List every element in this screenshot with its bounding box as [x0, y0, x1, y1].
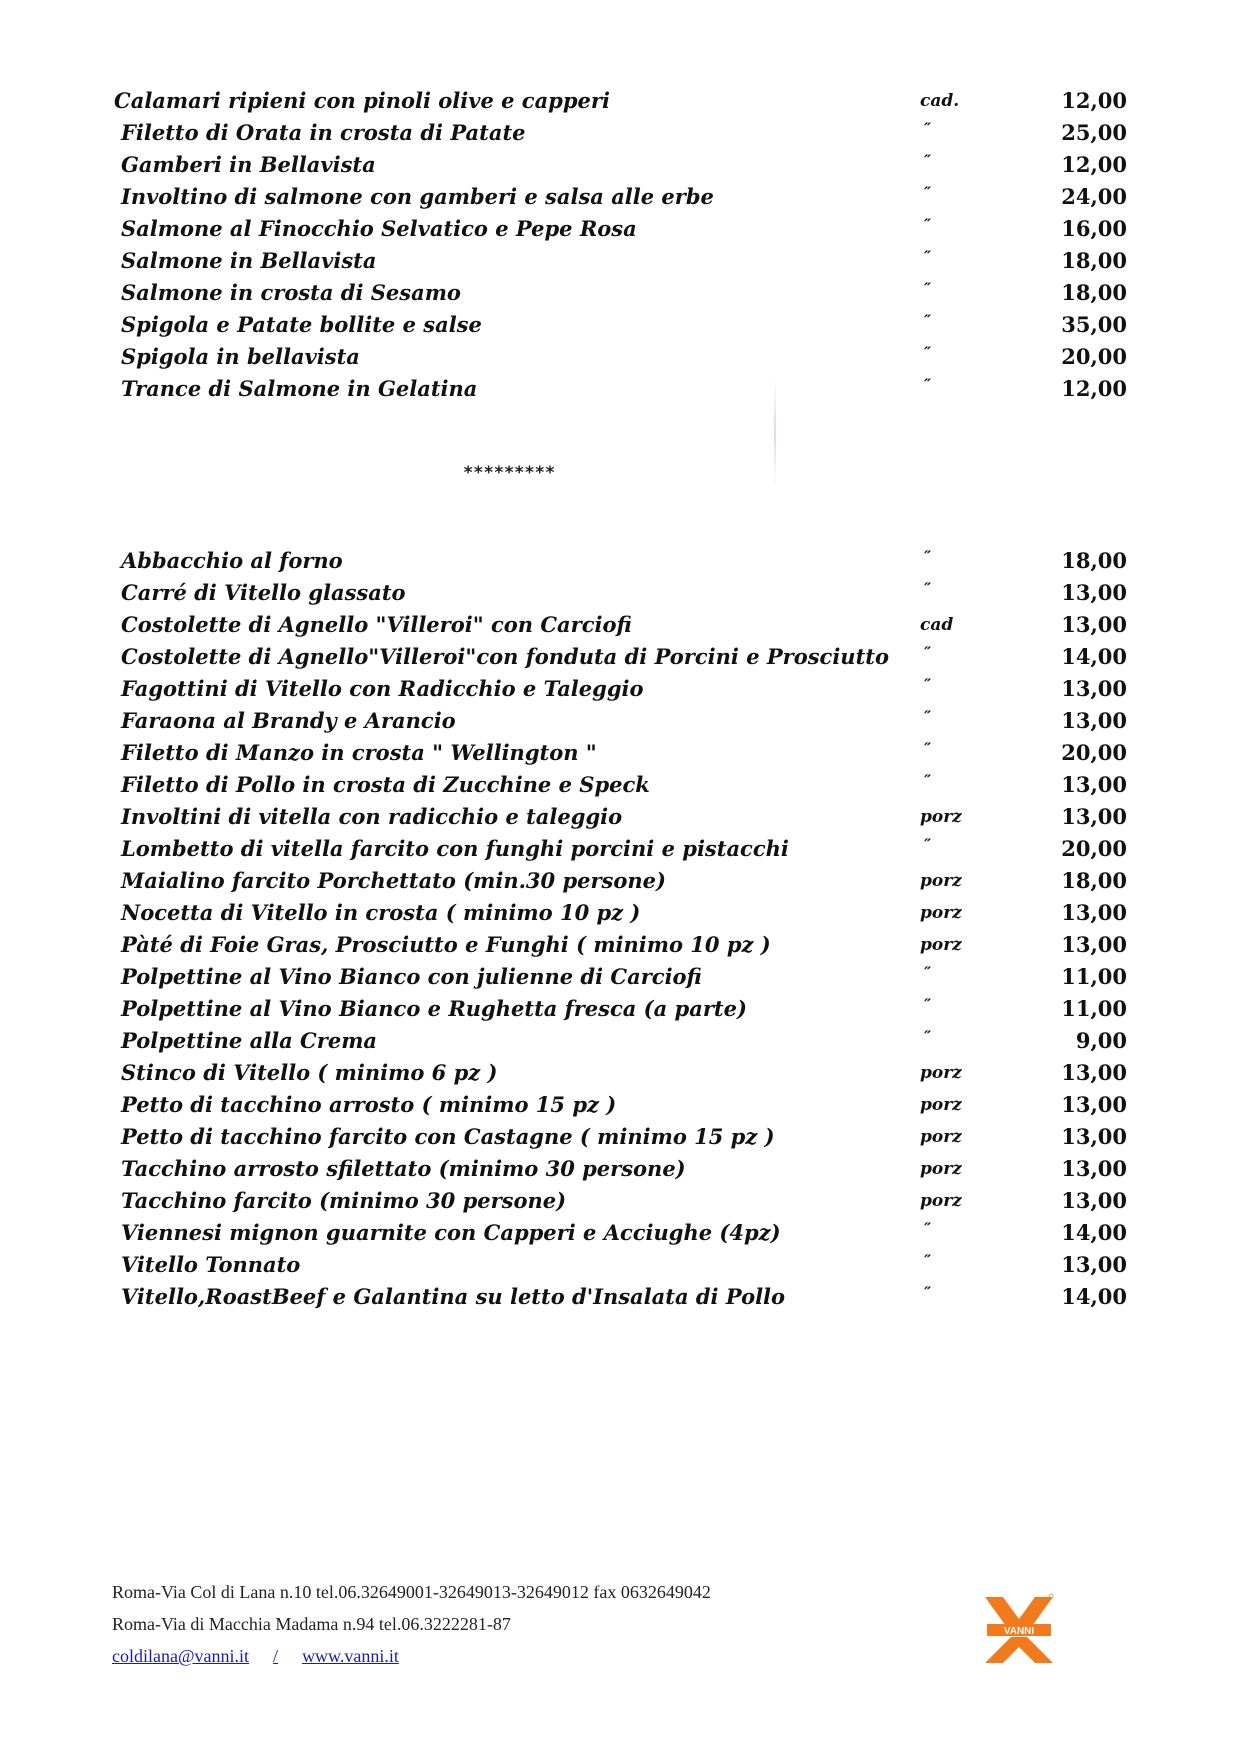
- item-name: Tacchino farcito (minimo 30 persone): [121, 1188, 567, 1213]
- item-unit: ″: [924, 1219, 932, 1238]
- item-name: Spigola in bellavista: [121, 344, 360, 369]
- meat-item-row: [0, 1025, 1240, 1057]
- item-price: 14,00: [1061, 1220, 1127, 1245]
- item-name: Pàté di Foie Gras, Prosciutto e Funghi ( minimo 10 pz ): [121, 932, 771, 957]
- item-unit: ″: [924, 835, 932, 854]
- meat-item-row: [0, 609, 1240, 641]
- item-unit: ″: [924, 279, 932, 298]
- footer: [112, 1576, 711, 1672]
- item-unit: ″: [924, 995, 932, 1014]
- meat-item-row: [0, 961, 1240, 993]
- meat-item-row: [0, 1153, 1240, 1185]
- vanni-logo: [983, 1593, 1055, 1665]
- meat-item-row: [0, 1249, 1240, 1281]
- item-unit: ″: [924, 579, 932, 598]
- item-unit: ″: [924, 771, 932, 790]
- footer-address-1: Roma-Via Col di Lana n.10 tel.06.32649001-32649013-32649012 fax 0632649042: [112, 1582, 711, 1602]
- website-link[interactable]: www.vanni.it: [302, 1646, 399, 1666]
- email-link[interactable]: coldilana@vanni.it: [112, 1646, 250, 1666]
- item-price: 12,00: [1061, 376, 1127, 401]
- item-price: 13,00: [1061, 1188, 1127, 1213]
- item-name: Petto di tacchino farcito con Castagne ( minimo 15 pz ): [121, 1124, 775, 1149]
- item-name: Calamari ripieni con pinoli olive e capperi: [114, 88, 610, 113]
- logo-bottom-chevron: [985, 1637, 1053, 1663]
- item-price: 20,00: [1061, 740, 1127, 765]
- fish-item-row: [0, 213, 1240, 245]
- item-price: 13,00: [1061, 708, 1127, 733]
- meat-item-row: [0, 833, 1240, 865]
- item-name: Abbacchio al forno: [121, 548, 343, 573]
- item-unit: porz: [920, 871, 962, 891]
- item-name: Polpettine al Vino Bianco e Rughetta fresca (a parte): [121, 996, 747, 1021]
- item-name: Faraona al Brandy e Arancio: [121, 708, 456, 733]
- meat-item-row: [0, 993, 1240, 1025]
- item-name: Stinco di Vitello ( minimo 6 pz ): [121, 1060, 498, 1085]
- item-name: Spigola e Patate bollite e salse: [121, 312, 482, 337]
- item-price: 13,00: [1061, 804, 1127, 829]
- fish-item-row: [0, 85, 1240, 117]
- item-price: 11,00: [1061, 964, 1127, 989]
- item-unit: cad.: [920, 91, 960, 111]
- section-separator: *********: [463, 463, 556, 483]
- meat-item-row: [0, 1217, 1240, 1249]
- item-price: 12,00: [1061, 88, 1127, 113]
- item-name: Costolette di Agnello"Villeroi"con fonduta di Porcini e Prosciutto: [121, 644, 889, 669]
- item-unit: ″: [924, 247, 932, 266]
- item-price: 13,00: [1061, 1156, 1127, 1181]
- item-price: 13,00: [1061, 932, 1127, 957]
- item-price: 9,00: [1075, 1028, 1127, 1053]
- item-price: 13,00: [1061, 676, 1127, 701]
- footer-links: [112, 1640, 711, 1672]
- item-name: Vitello Tonnato: [121, 1252, 301, 1277]
- fish-item-row: [0, 245, 1240, 277]
- item-price: 25,00: [1061, 120, 1127, 145]
- fish-item-row: [0, 341, 1240, 373]
- item-unit: porz: [920, 935, 962, 955]
- item-unit: porz: [920, 1159, 962, 1179]
- fish-item-row: [0, 309, 1240, 341]
- item-name: Viennesi mignon guarnite con Capperi e Acciughe (4pz): [121, 1220, 781, 1245]
- meat-item-row: [0, 705, 1240, 737]
- meat-item-row: [0, 577, 1240, 609]
- item-unit: cad: [920, 615, 954, 635]
- item-price: 13,00: [1061, 1092, 1127, 1117]
- item-price: 18,00: [1061, 868, 1127, 893]
- item-name: Salmone in Bellavista: [121, 248, 377, 273]
- fish-item-row: [0, 117, 1240, 149]
- meat-item-row: [0, 769, 1240, 801]
- item-unit: ″: [924, 963, 932, 982]
- fish-item-row: [0, 277, 1240, 309]
- item-price: 20,00: [1061, 836, 1127, 861]
- item-price: 16,00: [1061, 216, 1127, 241]
- item-price: 35,00: [1061, 312, 1127, 337]
- meat-item-row: [0, 673, 1240, 705]
- item-name: Filetto di Orata in crosta di Patate: [121, 120, 526, 145]
- item-price: 13,00: [1061, 612, 1127, 637]
- item-unit: ″: [924, 215, 932, 234]
- fish-item-row: [0, 181, 1240, 213]
- item-unit: ″: [924, 643, 932, 662]
- item-name: Vitello,RoastBeef e Galantina su letto d'Insalata di Pollo: [121, 1284, 786, 1309]
- meat-item-row: [0, 1089, 1240, 1121]
- meat-item-row: [0, 641, 1240, 673]
- item-unit: ″: [924, 675, 932, 694]
- item-unit: ″: [924, 183, 932, 202]
- item-unit: porz: [920, 1095, 962, 1115]
- item-name: Involtini di vitella con radicchio e taleggio: [121, 804, 623, 829]
- meat-menu-section: [0, 545, 1240, 1313]
- item-name: Salmone in crosta di Sesamo: [121, 280, 461, 305]
- fish-item-row: [0, 149, 1240, 181]
- item-name: Trance di Salmone in Gelatina: [121, 376, 478, 401]
- link-divider: /: [273, 1646, 279, 1666]
- item-price: 13,00: [1061, 1124, 1127, 1149]
- item-price: 11,00: [1061, 996, 1127, 1021]
- item-price: 18,00: [1061, 248, 1127, 273]
- item-name: Filetto di Pollo in crosta di Zucchine e Speck: [121, 772, 650, 797]
- meat-item-row: [0, 929, 1240, 961]
- item-unit: ″: [924, 1251, 932, 1270]
- item-price: 14,00: [1061, 644, 1127, 669]
- item-name: Fagottini di Vitello con Radicchio e Taleggio: [121, 676, 644, 701]
- item-name: Carré di Vitello glassato: [121, 580, 406, 605]
- item-unit: porz: [920, 807, 962, 827]
- item-unit: porz: [920, 903, 962, 923]
- meat-item-row: [0, 801, 1240, 833]
- item-unit: ″: [924, 707, 932, 726]
- item-unit: ″: [924, 311, 932, 330]
- footer-address-2: Roma-Via di Macchia Madama n.94 tel.06.3222281-87: [112, 1614, 511, 1634]
- item-unit: ″: [924, 343, 932, 362]
- item-unit: ″: [924, 739, 932, 758]
- item-price: 13,00: [1061, 1252, 1127, 1277]
- logo-text: VANNI: [1003, 1626, 1035, 1637]
- item-unit: ″: [924, 547, 932, 566]
- item-price: 13,00: [1061, 772, 1127, 797]
- meat-item-row: [0, 545, 1240, 577]
- item-name: Gamberi in Bellavista: [121, 152, 376, 177]
- item-unit: ″: [924, 375, 932, 394]
- meat-item-row: [0, 1281, 1240, 1313]
- meat-item-row: [0, 737, 1240, 769]
- item-name: Nocetta di Vitello in crosta ( minimo 10 pz ): [121, 900, 641, 925]
- item-unit: porz: [920, 1063, 962, 1083]
- item-price: 12,00: [1061, 152, 1127, 177]
- fish-menu-section: [0, 85, 1240, 405]
- item-name: Salmone al Finocchio Selvatico e Pepe Rosa: [121, 216, 637, 241]
- item-unit: ″: [924, 1027, 932, 1046]
- fish-item-row: [0, 373, 1240, 405]
- item-price: 13,00: [1061, 580, 1127, 605]
- item-unit: ″: [924, 119, 932, 138]
- item-price: 14,00: [1061, 1284, 1127, 1309]
- meat-item-row: [0, 897, 1240, 929]
- scan-artifact: [774, 378, 776, 488]
- item-price: 13,00: [1061, 1060, 1127, 1085]
- item-unit: porz: [920, 1191, 962, 1211]
- item-unit: porz: [920, 1127, 962, 1147]
- item-price: 13,00: [1061, 900, 1127, 925]
- item-name: Polpettine al Vino Bianco con julienne di Carciofi: [121, 964, 702, 989]
- meat-item-row: [0, 1121, 1240, 1153]
- item-price: 18,00: [1061, 280, 1127, 305]
- item-name: Tacchino arrosto sfilettato (minimo 30 persone): [121, 1156, 686, 1181]
- item-name: Filetto di Manzo in crosta " Wellington ": [121, 740, 597, 765]
- item-unit: ″: [924, 151, 932, 170]
- meat-item-row: [0, 865, 1240, 897]
- item-name: Maialino farcito Porchettato (min.30 persone): [121, 868, 666, 893]
- item-name: Involtino di salmone con gamberi e salsa alle erbe: [121, 184, 714, 209]
- meat-item-row: [0, 1057, 1240, 1089]
- item-name: Costolette di Agnello "Villeroi" con Carciofi: [121, 612, 632, 637]
- item-price: 24,00: [1061, 184, 1127, 209]
- item-name: Lombetto di vitella farcito con funghi porcini e pistacchi: [121, 836, 789, 861]
- item-name: Polpettine alla Crema: [121, 1028, 378, 1053]
- item-price: 20,00: [1061, 344, 1127, 369]
- item-name: Petto di tacchino arrosto ( minimo 15 pz ): [121, 1092, 617, 1117]
- item-price: 18,00: [1061, 548, 1127, 573]
- item-unit: ″: [924, 1283, 932, 1302]
- meat-item-row: [0, 1185, 1240, 1217]
